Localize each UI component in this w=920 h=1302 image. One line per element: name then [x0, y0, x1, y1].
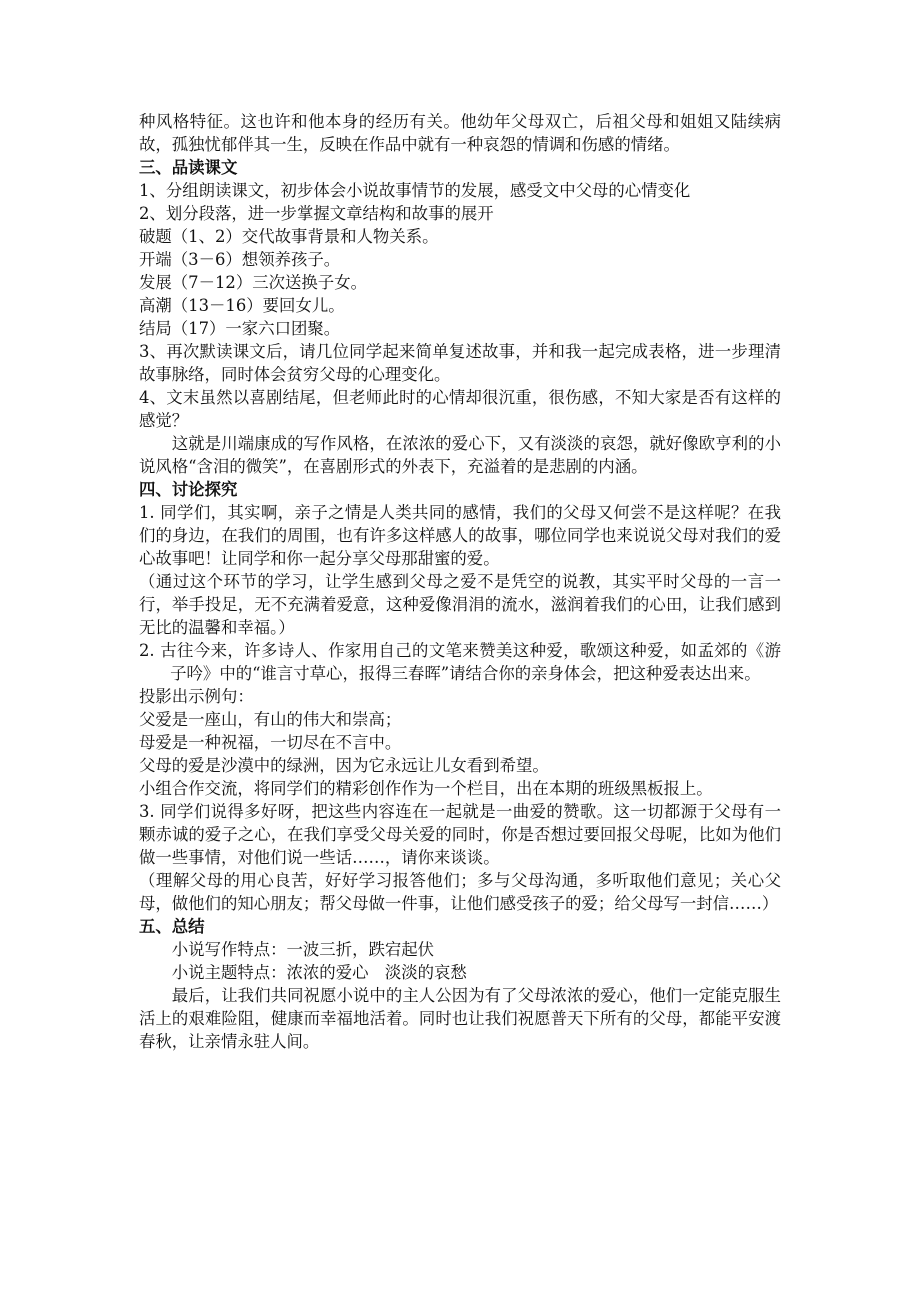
step-4: 4、文末虽然以喜剧结尾，但老师此时的心情却很沉重，很伤感，不知大家是否有这样的感觉？: [139, 388, 781, 430]
discussion-note-1: （通过这个环节的学习，让学生感到父母之爱不是凭空的说教，其实平时父母的一言一行，举手投足，无不充满着爱意，这种爱像涓涓的流水，滋润着我们的心田，让我们感到无比的温馨和幸福。）: [139, 572, 781, 637]
part-ending: 结局（17）一家六口团聚。: [139, 319, 341, 338]
discussion-note-3: （理解父母的用心良苦，好好学习报答他们；多与父母沟通，多听取他们意见；关心父母，做他们的知心朋友；帮父母做一件事，让他们感受孩子的爱；给父母写一封信……）: [139, 871, 781, 913]
document-page: [139, 110, 781, 1053]
style-note: 这就是川端康成的写作风格，在浓浓的爱心下，又有淡淡的哀怨，就好像欧亨利的小说风格“含泪的微笑”，在喜剧形式的外表下，充溢着的是悲剧的内涵。: [139, 434, 781, 476]
step-2: 2、划分段落，进一步掌握文章结构和故事的展开: [139, 204, 494, 223]
examples-intro: 投影出示例句：: [139, 687, 254, 706]
step-1: 1、分组朗读课文，初步体会小说故事情节的发展，感受文中父母的心情变化: [139, 181, 691, 200]
section-heading-4: 四、讨论探究: [139, 480, 238, 499]
group-activity-note: 小组合作交流，将同学们的精彩创作作为一个栏目，出在本期的班级黑板报上。: [139, 779, 713, 798]
intro-paragraph: 种风格特征。这也许和他本身的经历有关。他幼年父母双亡，后祖父母和姐姐又陆续病故，孤独忧郁伴其一生，反映在作品中就有一种哀怨的情调和伤感的情绪。: [139, 112, 781, 154]
discussion-question-2: 2. 古往今来，许多诗人、作家用自己的文笔来赞美这种爱，歌颂这种爱，如孟郊的《游子吟》中的“谁言寸草心，报得三春晖”请结合你的亲身体会，把这种爱表达出来。: [139, 641, 781, 683]
summary-theme-feature: 小说主题特点：浓浓的爱心 淡淡的哀愁: [171, 963, 467, 982]
example-sentence-3: 父母的爱是沙漠中的绿洲，因为它永远让儿女看到希望。: [139, 756, 549, 775]
part-opening: 开端（3－6）想领养孩子。: [139, 250, 341, 269]
example-sentence-1: 父爱是一座山，有山的伟大和崇高；: [139, 710, 402, 729]
summary-writing-feature: 小说写作特点：一波三折，跌宕起伏: [171, 940, 435, 959]
part-climax: 高潮（13－16）要回女儿。: [139, 296, 345, 315]
part-breakdown: 破题（1、2）交代故事背景和人物关系。: [139, 227, 439, 246]
closing-paragraph: 最后，让我们共同祝愿小说中的主人公因为有了父母浓浓的爱心，他们一定能克服生活上的艰难险阻，健康而幸福地活着。同时也让我们祝愿普天下所有的父母，都能平安渡春秋，让亲情永驻人间。: [139, 986, 781, 1051]
section-heading-5: 五、总结: [139, 917, 205, 936]
section-heading-3: 三、品读课文: [139, 158, 238, 177]
example-sentence-2: 母爱是一种祝福，一切尽在不言中。: [139, 733, 402, 752]
part-development: 发展（7－12）三次送换子女。: [139, 273, 367, 292]
discussion-question-3: 3. 同学们说得多好呀，把这些内容连在一起就是一曲爱的赞歌。这一切都源于父母有一颗赤诚的爱子之心，在我们享受父母关爱的同时，你是否想过要回报父母呢，比如为他们做一些事情，对他们说一些话……，请你来谈谈。: [139, 802, 781, 867]
step-3: 3、再次默读课文后，请几位同学起来简单复述故事，并和我一起完成表格，进一步理清故事脉络，同时体会贫穷父母的心理变化。: [139, 342, 781, 384]
discussion-question-1: 1. 同学们，其实啊，亲子之情是人类共同的感情，我们的父母又何尝不是这样呢？在我们的身边，在我们的周围，也有许多这样感人的故事，哪位同学也来说说父母对我们的爱心故事吧！让同学和你一起分享父母那甜蜜的爱。: [139, 503, 781, 568]
